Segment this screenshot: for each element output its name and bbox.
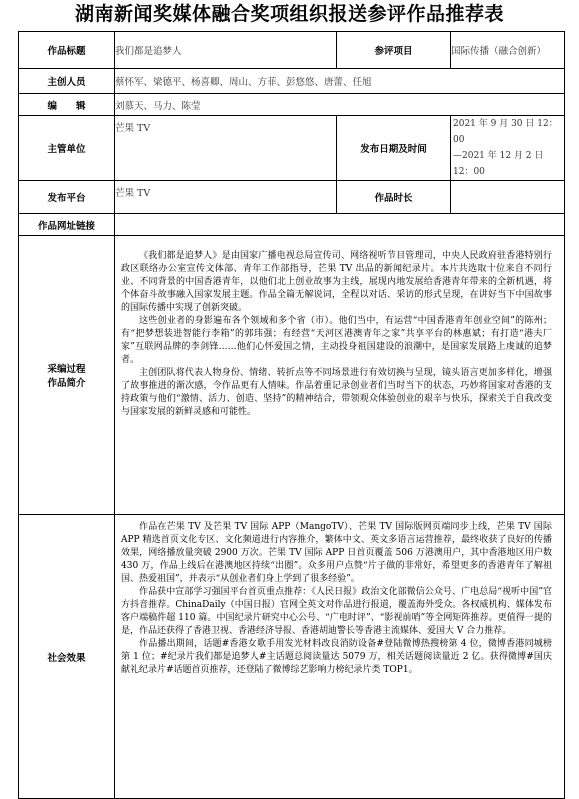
category-label: 参评项目 xyxy=(337,32,451,69)
effect-content xyxy=(115,515,565,799)
supervisor-label: 主管单位 xyxy=(19,116,115,181)
page-title: 湖南新闻奖媒体融合奖项组织报送参评作品推荐表 xyxy=(74,3,504,25)
row-platform xyxy=(19,181,565,214)
work-title-label: 作品标题 xyxy=(19,32,115,69)
category-value: 国际传播（融合创新） xyxy=(451,32,565,69)
supervisor-value: 芒果 TV xyxy=(115,116,337,181)
effect-label: 社会效果 xyxy=(19,515,115,799)
row-url xyxy=(19,214,565,236)
editors-value: 刘慕天、马力、陈莹 xyxy=(115,94,565,116)
effect-paragraph: 作品播出期间，话题#香港女歌手用发光材料改良消防设备#登陆微博热搜榜第 4 位，微博香港同城榜第 1 位；#纪录片我们都是追梦人#主话题总阅读量达 5079 万，相关话题阅读量近 2 亿。获得微博#国庆献礼纪录片#话题首页推荐，还登陆了微博综艺影响力榜纪录片类 TOP1。 xyxy=(121,639,552,675)
creators-label: 主创人员 xyxy=(19,69,115,94)
effect-paragraph: 作品在芒果 TV 及芒果 TV 国际 APP（MangoTV）、芒果 TV 国际版网页端同步上线，芒果 TV 国际 APP 精选首页文化专区、文化频道进行内容推介，繁体中文、英文多语言运营推荐，最终收获了良好的传播效果，网络播放量突破 2900 万次。芒果 TV 国际 APP 日首页覆盖 506 万港澳用户，其中香港地区用户数 430 万，作品上线后在港澳地区持续“出圈”。众多用户点赞“片子做的非常好，希望更多的香港青年了解祖国、热爱祖国”，并表示“从创业者们身上学到了很多经验”。 xyxy=(121,522,552,584)
intro-label-line1: 采编过程 xyxy=(47,364,86,375)
row-intro xyxy=(19,236,565,515)
row-creators xyxy=(19,69,565,94)
creators-value: 蔡怀军、梁德平、杨喜卿、周山、方菲、彭悠悠、唐蕾、任旭 xyxy=(115,69,565,94)
effect-paragraph: 作品获中宣部学习强国平台首页重点推荐：《人民日报》政治文化部微信公众号、广电总局“视听中国”官方抖音推荐。ChinaDaily（中国日报）官网全英文对作品进行报道，覆盖海外受众。各权威机构、媒体发布客户端稿件超 110 篇。中国纪录片研究中心公号、“广电时评”、“影视前哨”等全网矩阵推荐。更值得一提的是，作品还获得了香港卫视、香港经济导报、香港胡迪警长等香港主流媒体、爱国大 V 合力推荐。 xyxy=(121,587,552,636)
intro-paragraph: 主创团队将代表人物身份、情绪、转折点等不同场景进行有效切换与呈现，镜头语言更加多样化，增强了故事推进的渐次感，令作品更有人情味。作品着重记录创业者们当时当下的状态，巧妙将国家对香港的支持政策与他们“激情、活力、创造、坚持”的精神结合，带领观众体验创业的艰辛与快乐，探索关于自我改变与国家发展的新鲜灵感和可能性。 xyxy=(121,368,552,417)
work-title-value: 我们都是追梦人 xyxy=(115,32,337,69)
intro-label xyxy=(19,236,115,515)
intro-paragraph: 《我们都是追梦人》是由国家广播电视总局宣传司、网络视听节目管理司，中央人民政府驻香港特别行政区联络办公室宣传文体部、青年工作部指导，芒果 TV 出品的新闻纪录片。本片共选取十位来自不同行业、不同背景的中国香港青年，以他们北上创业故事为主线，展现内地发展给香港青年带来的全新机遇，将个体奋斗故事融入国家发展主题。作品全篇无解说词，全程以对话、采访的形式呈现，在讲好当下中国故事的国际传播中实现了创新突破。 xyxy=(121,251,552,313)
row-editors xyxy=(19,94,565,116)
date-label: 发布日期及时间 xyxy=(337,116,451,181)
date-value xyxy=(451,116,565,181)
date-start: 2021 年 9 月 30 日 12：00 xyxy=(453,119,558,145)
date-end: —2021 年 12 月 2 日 12：00 xyxy=(453,151,544,177)
url-label: 作品网址链接 xyxy=(19,214,115,236)
editors-label: 编 辑 xyxy=(19,94,115,116)
intro-paragraph: 这些创业者的身影遍布各个领域和多个省（市）。他们当中，有运营“中国香港青年创业空间”的陈州；有“把梦想装进智能行李箱”的郭玮强；有经营“天河区港澳青年之家”共享平台的林惠斌；有打造“港夫厂家”互联网品牌的李剑锋……他们心怀爱国之情，主动投身祖国建设的浪潮中，是国家发展路上虔诚的追梦者。 xyxy=(121,316,552,365)
duration-value xyxy=(451,181,565,214)
intro-label-line2: 作品简介 xyxy=(47,378,86,389)
row-effect xyxy=(19,515,565,799)
row-work-title xyxy=(19,32,565,69)
recommendation-form xyxy=(18,31,565,799)
row-supervisor xyxy=(19,116,565,181)
platform-label: 发布平台 xyxy=(19,181,115,214)
url-value xyxy=(115,214,565,236)
platform-value: 芒果 TV xyxy=(115,181,337,214)
intro-content xyxy=(115,236,565,515)
duration-label: 作品时长 xyxy=(337,181,451,214)
